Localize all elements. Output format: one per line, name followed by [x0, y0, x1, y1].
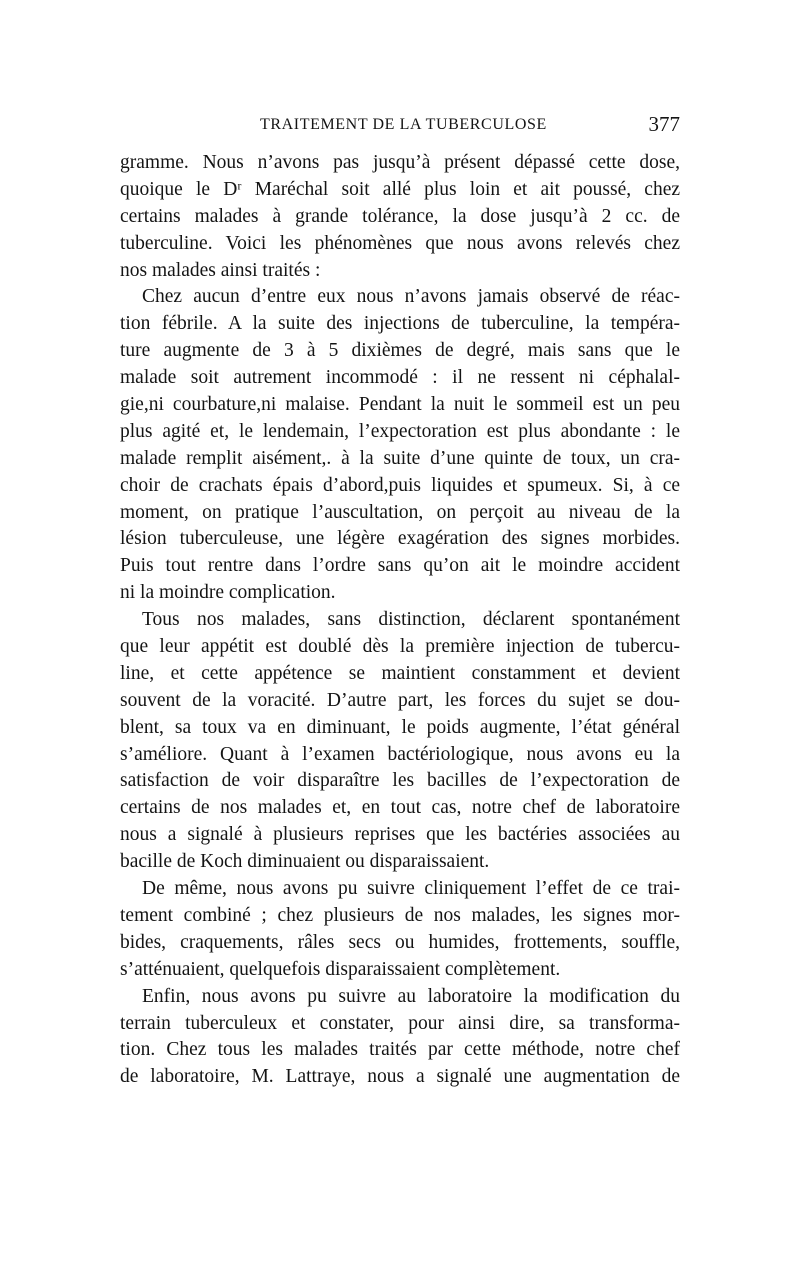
text-line: terrain tuberculeux et constater, pour ainsi dire, sa transforma-	[120, 1012, 680, 1034]
text-line: que leur appétit est doublé dès la première injection de tubercu-	[120, 636, 680, 658]
text-line: quoique le Dʳ Maréchal soit allé plus loin et ait poussé, chez	[120, 178, 680, 200]
text-line: tement combiné ; chez plusieurs de nos malades, les signes mor-	[120, 904, 680, 926]
text-line: plus agité et, le lendemain, l’expectoration est plus abondante : le	[120, 420, 680, 442]
text-line: gramme. Nous n’avons pas jusqu’à présent dépassé cette dose,	[120, 152, 680, 173]
text-line: line, et cette appétence se maintient constamment et devient	[120, 662, 680, 684]
text-line: tion fébrile. A la suite des injections de tuberculine, la tempéra-	[120, 313, 680, 335]
text-line: choir de crachats épais d’abord,puis liquides et spumeux. Si, à ce	[120, 474, 680, 496]
text-line: lésion tuberculeuse, une légère exagération des signes morbides.	[120, 528, 680, 550]
text-line: souvent de la voracité. D’autre part, les forces du sujet se dou-	[120, 689, 680, 711]
text-line: gie,ni courbature,ni malaise. Pendant la nuit le sommeil est un peu	[120, 394, 680, 416]
text-line: bides, craquements, râles secs ou humides, frottements, souffle,	[120, 931, 680, 953]
text-line: ni la moindre complication.	[120, 582, 336, 604]
text-line: Tous nos malades, sans distinction, déclarent spontanément	[142, 609, 680, 631]
text-line: de laboratoire, M. Lattraye, nous a signalé une augmentation de	[120, 1066, 680, 1088]
text-line: malade soit autrement incommodé : il ne ressent ni céphalal-	[120, 367, 680, 389]
text-line: nos malades ainsi traités :	[120, 259, 321, 281]
text-line: certains malades à grande tolérance, la dose jusqu’à 2 cc. de	[120, 205, 680, 227]
text-line: Chez aucun d’entre eux nous n’avons jamais observé de réac-	[142, 286, 680, 308]
text-line: De même, nous avons pu suivre cliniquement l’effet de ce trai-	[142, 878, 680, 900]
page-number: 377	[648, 112, 680, 136]
text-line: tuberculine. Voici les phénomènes que nous avons relevés chez	[120, 232, 680, 254]
text-line: ture augmente de 3 à 5 dixièmes de degré, mais sans que le	[120, 340, 680, 362]
text-line: tion. Chez tous les malades traités par cette méthode, notre chef	[120, 1039, 680, 1061]
text-line: satisfaction de voir disparaître les bacilles de l’expectoration de	[120, 770, 680, 792]
text-line: certains de nos malades et, en tout cas, notre chef de laboratoire	[120, 797, 680, 819]
text-line: s’atténuaient, quelquefois disparaissaient complètement.	[120, 958, 561, 980]
text-line: Puis tout rentre dans l’ordre sans qu’on ait le moindre accident	[120, 555, 680, 577]
text-line: s’améliore. Quant à l’examen bactériologique, nous avons eu la	[120, 743, 680, 765]
running-title: TRAITEMENT DE LA TUBERCULOSE	[260, 116, 547, 133]
text-line: Enfin, nous avons pu suivre au laboratoire la modification du	[142, 985, 680, 1007]
body-text	[120, 150, 680, 1091]
text-line: moment, on pratique l’auscultation, on perçoit au niveau de la	[120, 501, 680, 523]
text-line: nous a signalé à plusieurs reprises que les bactéries associées au	[120, 824, 680, 846]
text-line: bacille de Koch diminuaient ou disparaissaient.	[120, 851, 490, 873]
running-head	[120, 112, 680, 142]
text-line: blent, sa toux va en diminuant, le poids augmente, l’état général	[120, 716, 680, 738]
text-line: malade remplit aisément,. à la suite d’une quinte de toux, un cra-	[120, 447, 680, 469]
